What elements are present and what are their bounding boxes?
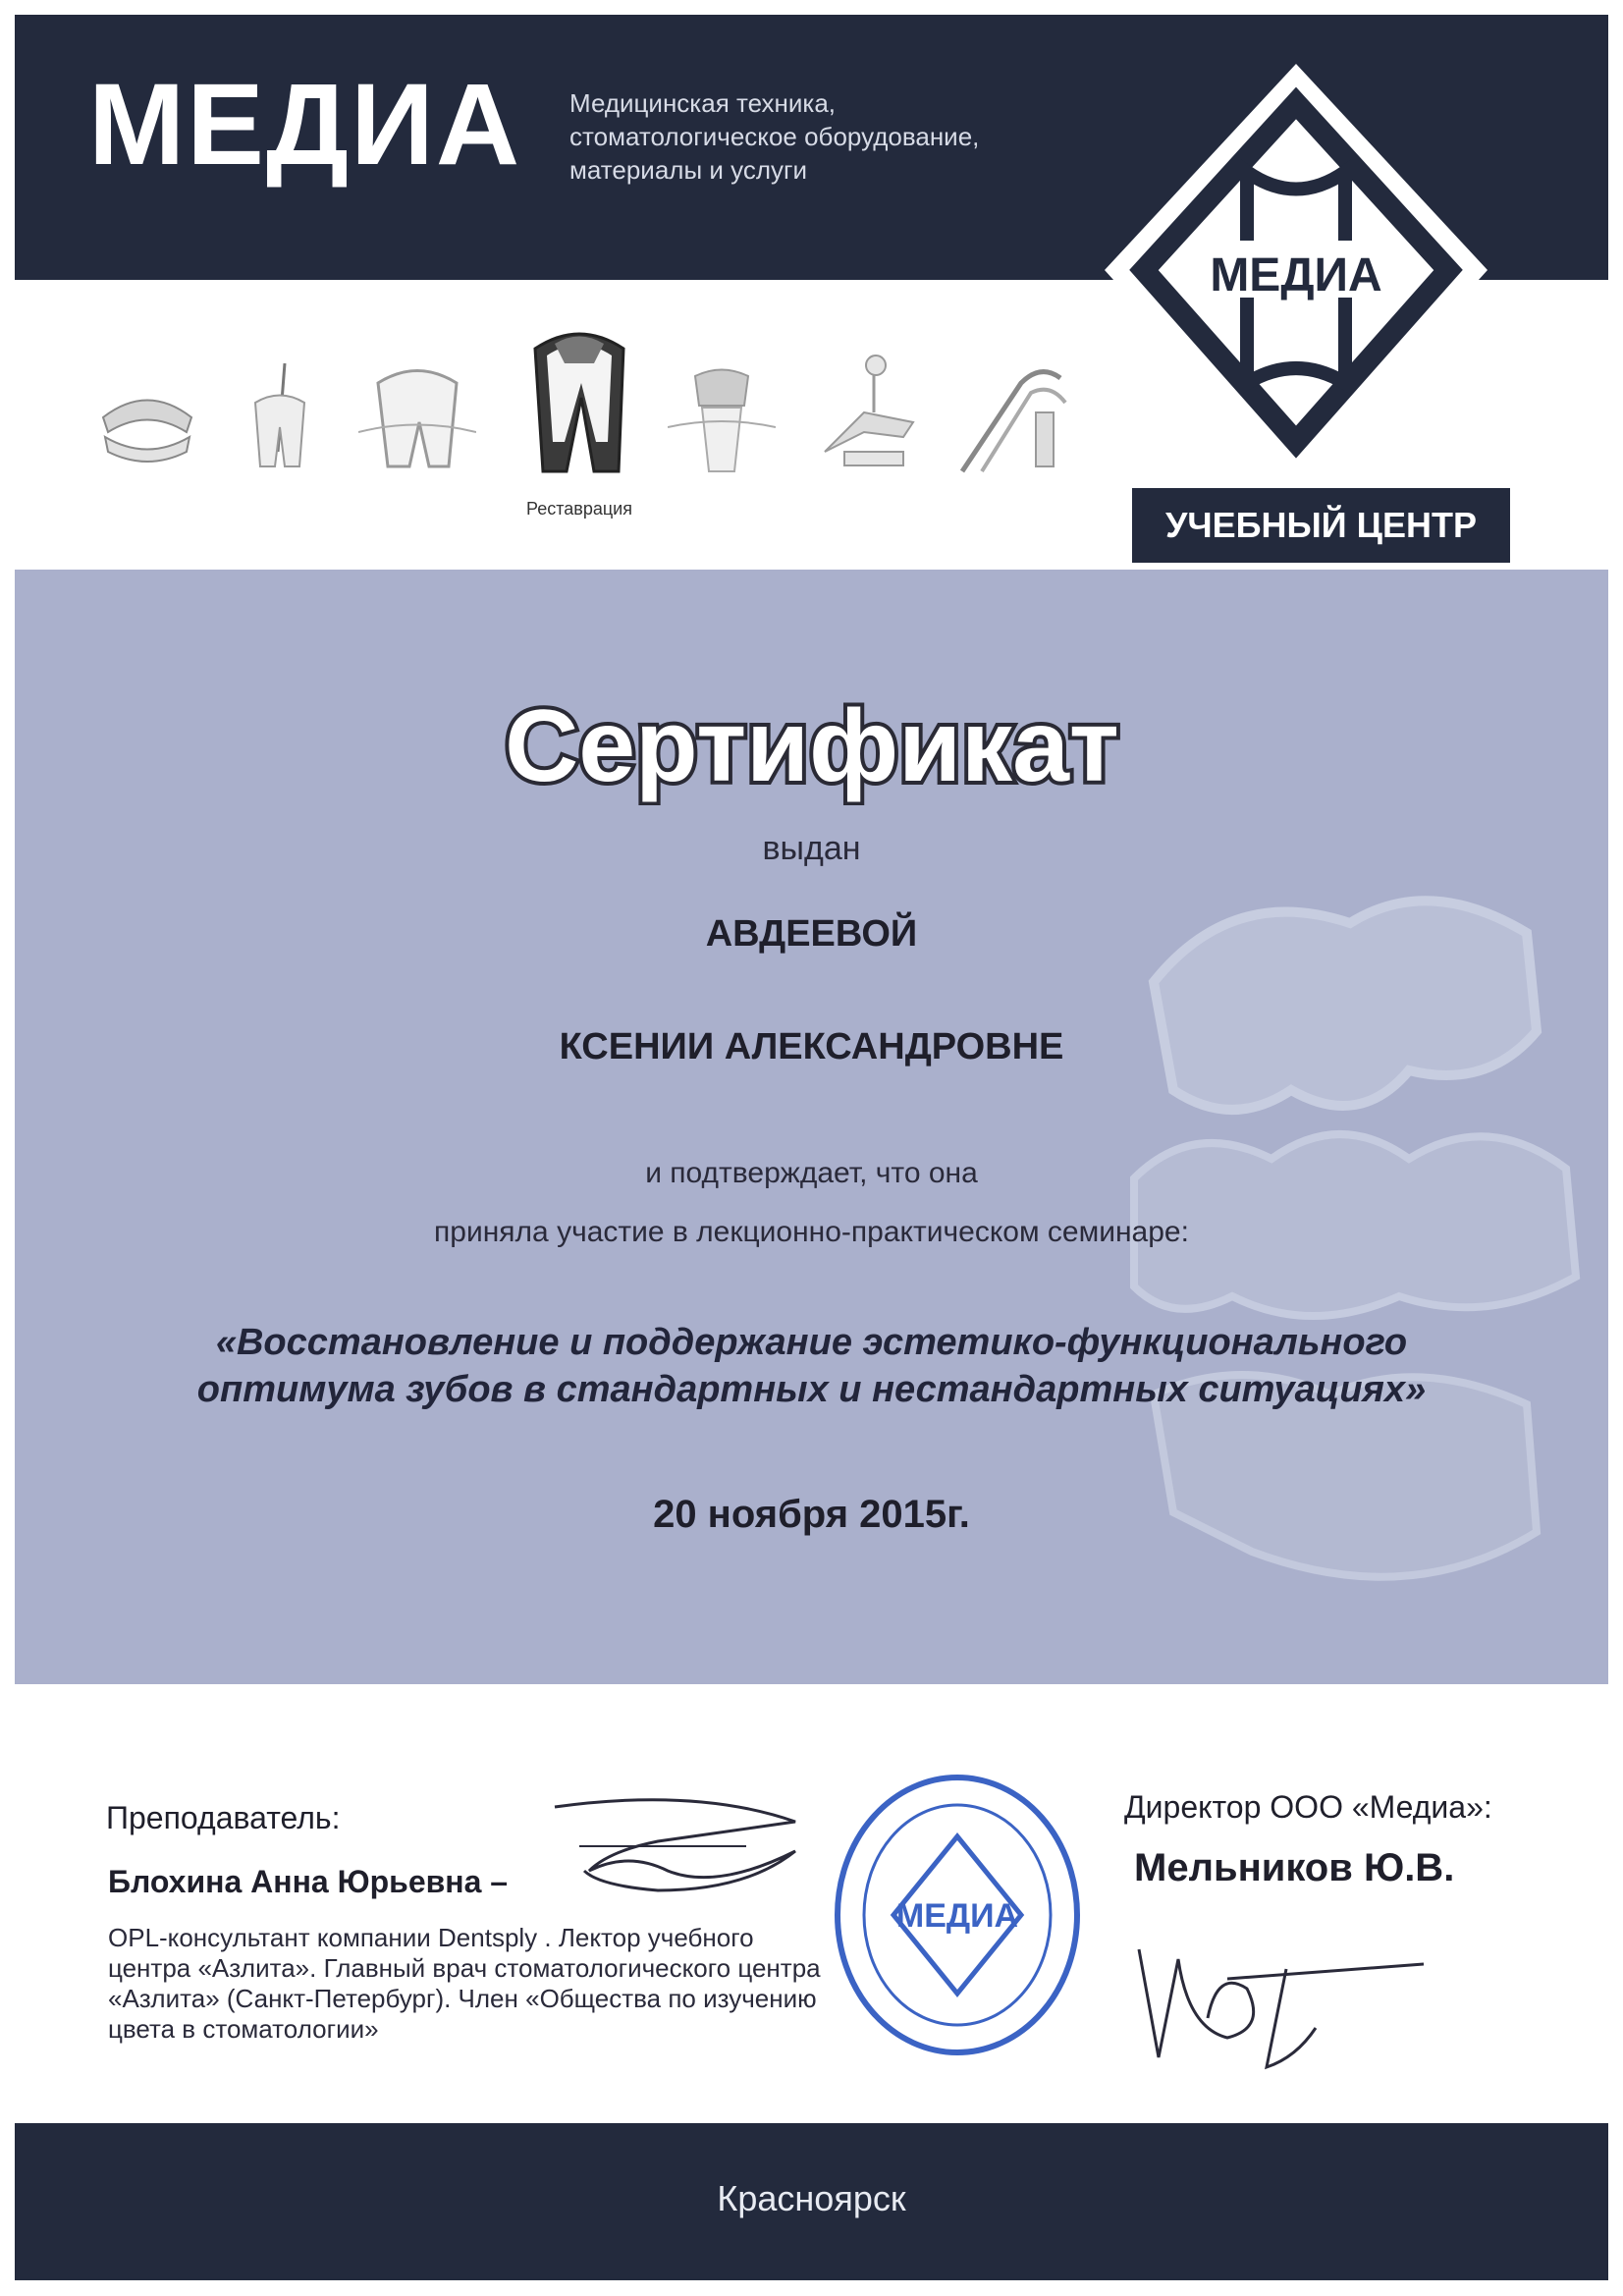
teacher-description: OPL-консультант компании Dentsply . Лектор учебного центра «Азлита». Главный врач стоматологического центра «Азлита» (Санкт-Петербург). Член «Общества по изучению цвета в стоматологии»: [108, 1923, 821, 2044]
teacher-signature: [550, 1792, 825, 1910]
confirmation-line-1: и подтверждает, что она: [645, 1157, 978, 1189]
restoration-label: Реставрация: [526, 499, 632, 519]
teacher-name: Блохина Анна Юрьевна –: [108, 1864, 509, 1899]
training-center-badge: УЧЕБНЫЙ ЦЕНТР: [1132, 488, 1510, 563]
media-logo: [1100, 59, 1492, 491]
company-seal: [830, 1768, 1085, 2062]
crown-implant-icon: [668, 358, 776, 476]
seminar-title-line-1: «Восстановление и поддержание эстетико-функционального: [215, 1322, 1408, 1363]
seminar-date: 20 ноября 2015г.: [653, 1493, 970, 1536]
director-signature: [1129, 1930, 1453, 2077]
seminar-title: [15, 1319, 1608, 1413]
director-name: Мельников Ю.В.: [1134, 1846, 1455, 1889]
certificate-title: [419, 687, 1205, 805]
teeth-watermark-icon: [1114, 864, 1608, 1669]
forceps-implant-icon: [952, 354, 1070, 481]
director-label: Директор ООО «Медиа»:: [1124, 1789, 1492, 1825]
certificate-title-text: Сертификат: [504, 689, 1119, 803]
denture-icon: [93, 378, 201, 466]
dental-chair-icon: [805, 354, 933, 476]
city: Красноярск: [717, 2178, 906, 2218]
confirmation-line-2: приняла участие в лекционно-практическом семинаре:: [434, 1216, 1189, 1248]
issued-to-label: выдан: [762, 830, 861, 867]
recipient-given-names: КСЕНИИ АЛЕКСАНДРОВНЕ: [559, 1026, 1064, 1067]
tagline: Медицинская техника, стоматологическое оборудование, материалы и услуги: [569, 88, 980, 185]
seminar-title-line-2: оптимума зубов в стандартных и нестандартных ситуациях»: [196, 1369, 1427, 1410]
brand-name: МЕДИА: [88, 60, 522, 190]
restoration-tooth-icon: [525, 324, 633, 481]
recipient-surname: АВДЕЕВОЙ: [705, 913, 918, 955]
endodontic-file-icon: [231, 358, 329, 476]
logo-text: МЕДИА: [1210, 249, 1382, 301]
certificate-title-wrap: [15, 687, 1608, 805]
tooth-root-icon: [358, 358, 476, 476]
seal-text: МЕДИА: [895, 1897, 1019, 1935]
teacher-label: Преподаватель:: [106, 1800, 341, 1835]
